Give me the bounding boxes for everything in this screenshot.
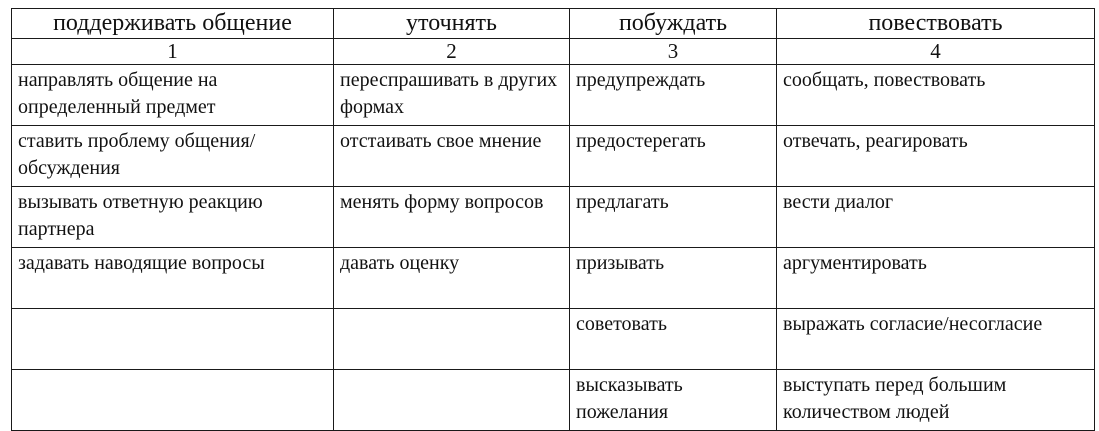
table-row [12,65,1095,126]
cell-text: призывать [576,252,665,274]
column-number: 1 [12,39,334,65]
table-cell [777,370,1095,431]
table-cell [777,309,1095,370]
table-cell [12,309,334,370]
cell-text: предлагать [576,191,669,213]
column-number: 3 [570,39,777,65]
table-row [12,309,1095,370]
cell-text: отвечать, реагировать [783,130,968,152]
cell-text: вызывать ответную реакцию партнера [18,191,263,240]
table-cell [334,309,570,370]
table-cell [570,370,777,431]
cell-text: предупреждать [576,69,706,91]
table-cell [777,187,1095,248]
table-cell [777,126,1095,187]
table-cell [12,248,334,309]
table-cell [334,370,570,431]
table-cell [777,65,1095,126]
table-cell [777,248,1095,309]
column-number: 2 [334,39,570,65]
communication-functions-table [11,8,1095,431]
column-header: уточнять [334,9,570,39]
cell-text: задавать наводящие вопросы [18,252,265,274]
column-header: поддерживать общение [12,9,334,39]
table-row [12,187,1095,248]
cell-text: выражать согласие/несогласие [783,313,1043,335]
column-number-row [12,39,1095,65]
table-cell [570,248,777,309]
table-row [12,126,1095,187]
table-row [12,248,1095,309]
cell-text: выступать перед большим количеством людей [783,374,1007,423]
header-row [12,9,1095,39]
cell-text: направлять общение на определенный предмет [18,69,218,118]
cell-text: вести диалог [783,191,894,213]
cell-text: отстаивать свое мнение [340,130,542,152]
table-cell [334,248,570,309]
table-cell [570,309,777,370]
table-cell [12,370,334,431]
cell-text: ставить проблему общения/обсуждения [18,130,256,179]
cell-text: советовать [576,313,667,335]
table-cell [334,126,570,187]
cell-text: менять форму вопросов [340,191,544,213]
cell-text: сообщать, повествовать [783,69,986,91]
table-cell [334,187,570,248]
table-row [12,370,1095,431]
cell-text: переспрашивать в других формах [340,69,558,118]
table-cell [570,187,777,248]
column-header: повествовать [777,9,1095,39]
table-cell [12,187,334,248]
column-header: побуждать [570,9,777,39]
table-cell [570,65,777,126]
table-cell [570,126,777,187]
table-cell [334,65,570,126]
table-cell [12,65,334,126]
cell-text: давать оценку [340,252,460,274]
cell-text: предостерегать [576,130,706,152]
column-number: 4 [777,39,1095,65]
cell-text: аргументировать [783,252,927,274]
cell-text: высказывать пожелания [576,374,683,423]
document-page [11,8,1094,431]
table-cell [12,126,334,187]
